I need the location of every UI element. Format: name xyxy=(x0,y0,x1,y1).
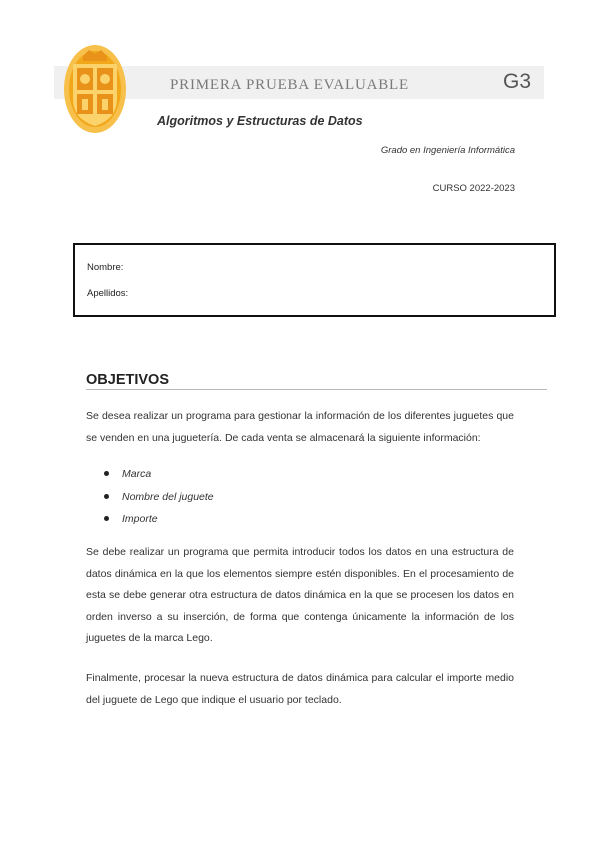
info-list xyxy=(104,465,214,533)
bullet-icon xyxy=(104,471,109,476)
bullet-icon xyxy=(104,494,109,499)
document-title: PRIMERA PRUEBA EVALUABLE xyxy=(170,77,409,93)
paragraph-final: Finalmente, procesar la nueva estructura de datos dinámica para calcular el importe medio del juguete de Lego que indique el usuario por teclado. xyxy=(86,672,514,706)
list-item xyxy=(104,488,214,511)
list-item-label: Marca xyxy=(122,468,152,480)
course-year: CURSO 2022-2023 xyxy=(432,183,515,194)
list-item-label: Importe xyxy=(122,513,158,525)
section-title: OBJETIVOS xyxy=(86,372,169,388)
list-item xyxy=(104,465,214,488)
university-seal-icon xyxy=(63,44,127,134)
name-label: Nombre: xyxy=(87,262,124,273)
degree-name: Grado en Ingeniería Informática xyxy=(380,145,515,156)
bullet-icon xyxy=(104,516,109,521)
subject-name: Algoritmos y Estructuras de Datos xyxy=(157,114,363,128)
paragraph-requirements: Se debe realizar un programa que permita introducir todos los datos en una estructura de datos dinámica en la que los elementos siempre estén disponibles. En el procesamiento de esta se debe generar otra estructura de datos dinámica en la que se procesen los datos en orden inverso a su inserción, de forma que contenga únicamente la información de los juguetes de la marca Lego. xyxy=(86,546,514,644)
surname-label: Apellidos: xyxy=(87,288,129,299)
section-divider xyxy=(86,389,547,390)
group-code: G3 xyxy=(503,70,532,93)
list-item xyxy=(104,510,214,533)
student-info-box[interactable] xyxy=(73,243,556,317)
list-item-label: Nombre del juguete xyxy=(122,490,214,503)
paragraph-intro: Se desea realizar un programa para gestionar la información de los diferentes juguetes que se venden en una juguetería. De cada venta se almacenará la siguiente información: xyxy=(86,410,514,444)
